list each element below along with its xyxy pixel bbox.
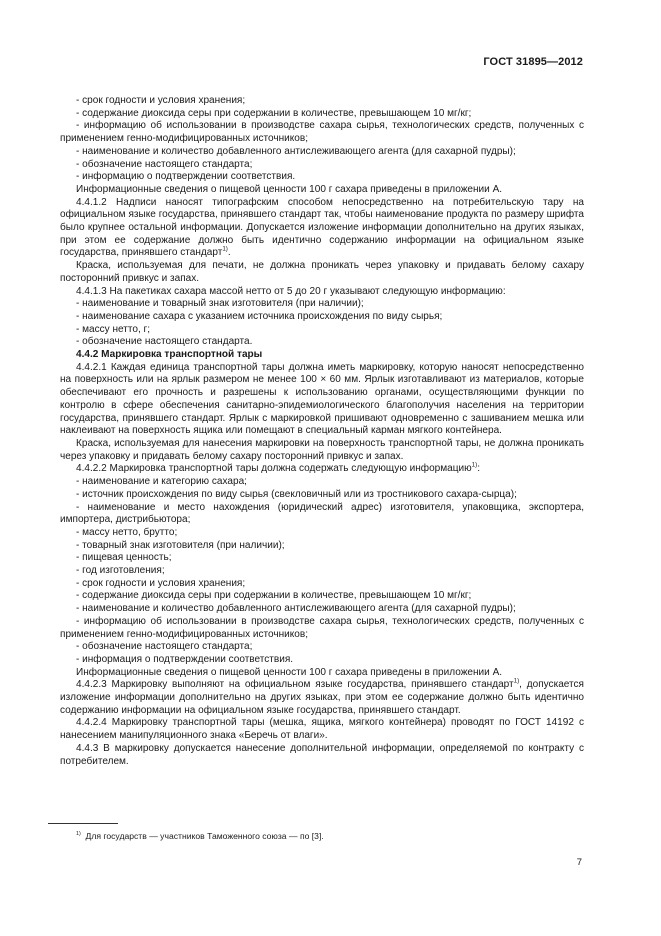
paragraph-text: 4.4.3 В маркировку допускается нанесение дополнительной информации, определяемой по контракту с потребителем. [60,742,584,767]
paragraph-text: - срок годности и условия хранения; [76,95,246,106]
paragraph [60,743,584,768]
paragraph-text: - наименование и место нахождения (юридический адрес) изготовителя, упаковщика, экспортера, импортера, дистрибьютора; [60,501,584,526]
document-body [60,95,584,768]
paragraph [60,476,584,489]
paragraph-text-tail: . [227,247,231,259]
footnote-separator [48,823,118,824]
paragraph-text: 4.4.2 Маркировка транспортной тары [76,349,263,361]
paragraph [60,489,584,502]
paragraph [60,120,584,145]
footnote [60,831,580,842]
paragraph [60,171,584,184]
paragraph-text: 4.4.1.2 Надписи наносят типографским способом непосредственно на потребительскую тару на официальном языке государства, принявшего стандарт так, чтобы наименование продукта по размеру шрифта было крупнее остальной информации. Допускается изложение информации дополнительно на других языках, при этом ее содержание должно быть идентично содержанию информации на официальном языке государства, принявшего стандарт [60,196,584,259]
paragraph-text: Информационные сведения о пищевой ценности 100 г сахара приведены в приложении А. [76,183,503,195]
paragraph [60,527,584,540]
paragraph [60,667,584,680]
paragraph [60,502,584,527]
footnote-reference: 1) [513,678,520,685]
paragraph-text: - год изготовления; [76,565,165,577]
paragraph-text: - массу нетто, брутто; [76,526,178,538]
paragraph-text: - информацию об использовании в производстве сахара сырья, технологических средств, полученных с применением генно-модифицированных источников; [60,615,584,640]
paragraph [60,159,584,172]
paragraph [60,540,584,553]
paragraph [60,552,584,565]
paragraph-text: - товарный знак изготовителя (при наличии); [76,539,285,551]
paragraph [60,362,584,438]
paragraph-text: - обозначение настоящего стандарта; [76,641,253,653]
paragraph-text: Краска, используемая для печати, не должна проникать через упаковку и придавать белому сахару посторонний привкус и запах. [60,260,584,284]
paragraph-text: - информацию об использовании в производстве сахара сырья, технологических средств, полученных с применением генно-модифицированных источников; [60,120,584,145]
paragraph-text: - наименование и категорию сахара; [76,476,247,488]
paragraph [60,463,584,476]
paragraph [60,679,584,717]
paragraph [60,184,584,197]
paragraph-text: - обозначение настоящего стандарта; [76,158,253,170]
paragraph-text: 4.4.2.3 Маркировку выполняют на официальном языке государства, принявшего стандарт [76,679,514,691]
paragraph-text: - наименование и товарный знак изготовителя (при наличии); [76,298,364,310]
paragraph-text: Информационные сведения о пищевой ценности 100 г сахара приведены в приложении А. [76,666,503,678]
paragraph [60,260,584,285]
paragraph-text: - срок годности и условия хранения; [76,577,246,589]
page-number: 7 [576,857,582,868]
paragraph-text: - источник происхождения по виду сырья (свекловичный или из тростникового сахара-сырца); [76,488,517,500]
paragraph-text: 4.4.2.1 Каждая единица транспортной тары должна иметь маркировку, которую наносят непосредственно на поверхность или на ярлык размером не менее 100 × 60 мм. Ярлык изготавливают из материалов, которые обеспечивают его прочность и разрешены к использованию органами, осуществляющими функции по контролю в сфере обеспечения санитарно-эпидемиологического благополучия населения на территории государства, принявшего стандарт. Ярлык с маркировкой пришивают одновременно с зашиванием мешка или наклеивают на поверхность ящика или помещают в специальный карман мягкого контейнера. [60,361,584,437]
paragraph [60,438,584,463]
paragraph [60,616,584,641]
paragraph [60,311,584,324]
paragraph-text: - содержание диоксида серы при содержании в количестве, превышающем 10 мг/кг; [76,107,472,119]
section-heading [60,349,584,362]
paragraph-text: - обозначение настоящего стандарта. [76,336,253,348]
paragraph-text: 4.4.1.3 На пакетиках сахара массой нетто от 5 до 20 г указывают следующую информацию: [76,285,506,297]
paragraph-text: - содержание диоксида серы при содержании в количестве, превышающем 10 мг/кг; [76,590,472,602]
paragraph [60,590,584,603]
paragraph-text-tail: , допускается изложение информации дополнительно на других языках, при этом ее содержание должно быть идентично содержанию информации на официальном языке государства, принявшего стандарт. [60,679,584,716]
paragraph [60,654,584,667]
paragraph-text-tail: : [477,463,480,475]
footnote-reference: 1) [222,246,228,254]
paragraph [60,298,584,311]
paragraph [60,95,584,108]
paragraph-text: 4.4.2.4 Маркировку транспортной тары (мешка, ящика, мягкого контейнера) проводят по ГОСТ 14192 с нанесением манипуляционного знака «Беречь от влаги». [60,717,584,742]
paragraph-text: - наименование сахара с указанием источника происхождения по виду сырья; [76,310,443,322]
footnote-mark: 1) [76,831,81,838]
paragraph-text: - пищевая ценность; [76,552,172,564]
footnote-reference: 1) [471,462,478,470]
paragraph-text: - наименование и количество добавленного антислеживающего агента (для сахарной пудры); [76,603,516,615]
paragraph [60,324,584,337]
paragraph-text: 4.4.2.2 Маркировка транспортной тары должна содержать следующую информацию [76,463,472,475]
paragraph [60,603,584,616]
paragraph [60,146,584,159]
paragraph [60,578,584,591]
footnote-text: Для государств — участников Таможенного союза — по [3]. [85,831,324,841]
paragraph [60,717,584,742]
paragraph [60,336,584,349]
paragraph [60,197,584,261]
paragraph [60,565,584,578]
paragraph [60,108,584,121]
paragraph-text: Краска, используемая для нанесения маркировки на поверхность транспортной тары, не должна проникать через упаковку и придавать белому сахару посторонний привкус и запах. [60,437,584,462]
paragraph [60,641,584,654]
standard-header: ГОСТ 31895—2012 [483,56,583,68]
paragraph [60,286,584,299]
paragraph-text: - информацию о подтверждении соответствия. [76,171,296,183]
paragraph-text: - информация о подтверждении соответствия. [76,653,294,665]
paragraph-text: - массу нетто, г; [76,323,151,335]
paragraph-text: - наименование и количество добавленного антислеживающего агента (для сахарной пудры); [76,145,516,157]
